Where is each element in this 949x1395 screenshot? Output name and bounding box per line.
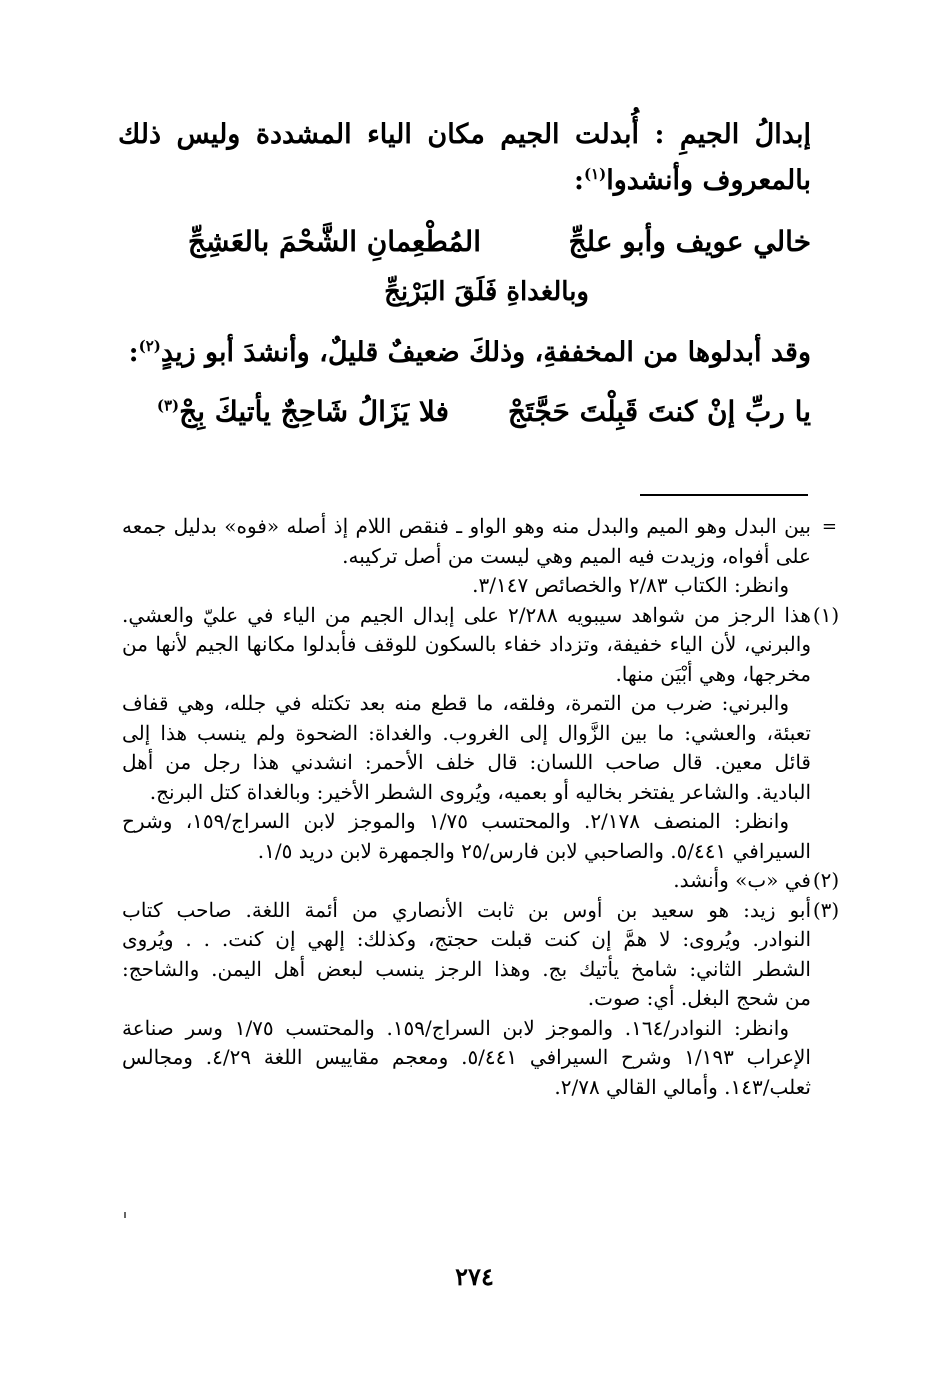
footnote-1	[122, 601, 840, 867]
verse2-second-hemistich	[157, 392, 449, 432]
page-number: ٢٧٤	[455, 1262, 494, 1291]
footnotes	[122, 512, 840, 1102]
fn3-ref-line: الإعراب ١/١٩٣ وشرح السيرافي ٥/٤٤١. ومعجم مقاييس اللغة ٤/٢٩. ومجالس	[122, 1045, 811, 1069]
footnote-3	[122, 896, 840, 1103]
footnote-ref-1: (١)	[583, 165, 607, 183]
fn1-par2-line: والبرني: ضرب من التمرة، وفلقه، ما قطع منه بعد تكتله في جلله، وهي قفاف	[122, 691, 789, 715]
footnote-3-number: (٣)	[812, 897, 840, 922]
main-paragraph-1	[118, 112, 811, 204]
footnote-ref-3: (٣)	[156, 396, 180, 415]
para2-text: وقد أبدلوها من المخففةِ، وذلكَ ضعيفٌ قليلٌ، وأنشدَ أبو زيدٍ	[160, 337, 811, 368]
fn3-line: أبو زيد: هو سعيد بن أوس بن ثابت الأنصاري من أئمة اللغة. صاحب كتاب	[122, 897, 811, 922]
para2-colon: :	[128, 337, 139, 368]
margin-mark	[124, 1212, 126, 1218]
verse1-second-hemistich: المُطْعِمانِ الشَّحْمَ بالعَشِجِّ	[187, 225, 481, 258]
fn1-line: والبرني، لأن الياء خفيفة، وتزداد خفاء بالسكون للوقف فأبدلوا مكانها الجيم لأنها من	[122, 632, 811, 656]
fn1-line: مخرجها، وهي أبْيَن منها.	[615, 661, 811, 686]
cont-line: على أفواه، وزيدت فيه الميم وهي ليست من أصل تركيبه.	[342, 543, 811, 568]
para1-text: إبدالُ الجيمِ : أُبدلت الجيم مكان الياء المشددة وليس ذلك بالمعروف وأنشدوا	[118, 119, 811, 196]
main-paragraph-2	[129, 330, 811, 376]
fn3-ref-line: ثعلب/١٤٣. وأمالي القالي ٢/٧٨.	[554, 1074, 811, 1099]
fn3-line: الشطر الثاني: شامخ يأتيك بج. وهذا الرجز ينسب لبعض أهل اليمن. والشاحج:	[122, 956, 811, 981]
fn3-line: النوادر. ويُروى: لا همَّ إن كنت قبلت حجتج، وكذلك: إلهي إن كنت. . . ويُروى	[122, 927, 811, 951]
cont-reference: وانظر: الكتاب ٢/٨٣ والخصائص ٣/١٤٧.	[472, 573, 789, 597]
verse1-third-line: وبالغداةِ فَلَقَ البَرْنِجِّ	[384, 277, 589, 307]
fn1-ref-line: السيرافي ٥/٤٤١. والصاحبي لابن فارس/٢٥ والجمهرة لابن دريد ١/٥.	[257, 838, 811, 863]
verse2-first-hemistich: يا ربِّ إنْ كنتَ قَبِلْتَ حَجَّتَجْ	[507, 395, 811, 428]
footnote-2-number: (٢)	[812, 868, 840, 892]
fn1-par2-line: تعبئة، والعشي: ما بين الزَّوال إلى الغروب. والغداة: الضحوة ولم ينسب هذا إلى	[122, 720, 811, 745]
cont-line: بين البدل وهو الميم والبدل منه وهو الواو ـ فنقص اللام إذ أصله «فوه» بدليل جمعه	[122, 514, 811, 538]
fn1-par2-line: البادية. والشاعر يفتخر بخاليه أو بعميه، ويُروى الشطر الأخير: وبالغداة كتل البرنج.	[149, 779, 811, 804]
fn1-line: هذا الرجز من شواهد سيبويه ٢/٢٨٨ على إبدال الجيم من الياء في عليّ والعشي.	[122, 602, 811, 627]
fn3-ref-line: وانظر: النوادر/١٦٤. والموجز لابن السراج/١٥٩. والمحتسب ١/٧٥ وسر صناعة	[122, 1015, 789, 1040]
verse2-second-text: فلا يَزَالُ شَاحِجٌ يأتيكَ بِجْ	[179, 395, 449, 428]
para1-colon: :	[573, 165, 584, 196]
footnote-separator	[640, 494, 808, 496]
fn3-line: من شحج البغل. أي: صوت.	[587, 986, 811, 1010]
footnote-2	[122, 866, 840, 896]
fn1-par2-line: قائل معين. قال صاحب اللسان: قال خلف الأحمر: انشدني هذا رجل من أهل	[122, 750, 811, 774]
footnote-ref-2: (٢)	[138, 337, 161, 355]
fn2-text: في «ب» وأنشد.	[673, 868, 811, 892]
continuation-mark: =	[821, 516, 837, 537]
verse1-first-hemistich: خالي عويف وأبو علجِّ	[568, 225, 811, 258]
footnote-1-number: (١)	[812, 602, 840, 627]
footnote-continuation	[122, 512, 837, 601]
fn1-ref-line: وانظر: المنصف ٢/١٧٨. والمحتسب ١/٧٥ والموجز لابن السراج/١٥٩، وشرح	[122, 809, 789, 833]
